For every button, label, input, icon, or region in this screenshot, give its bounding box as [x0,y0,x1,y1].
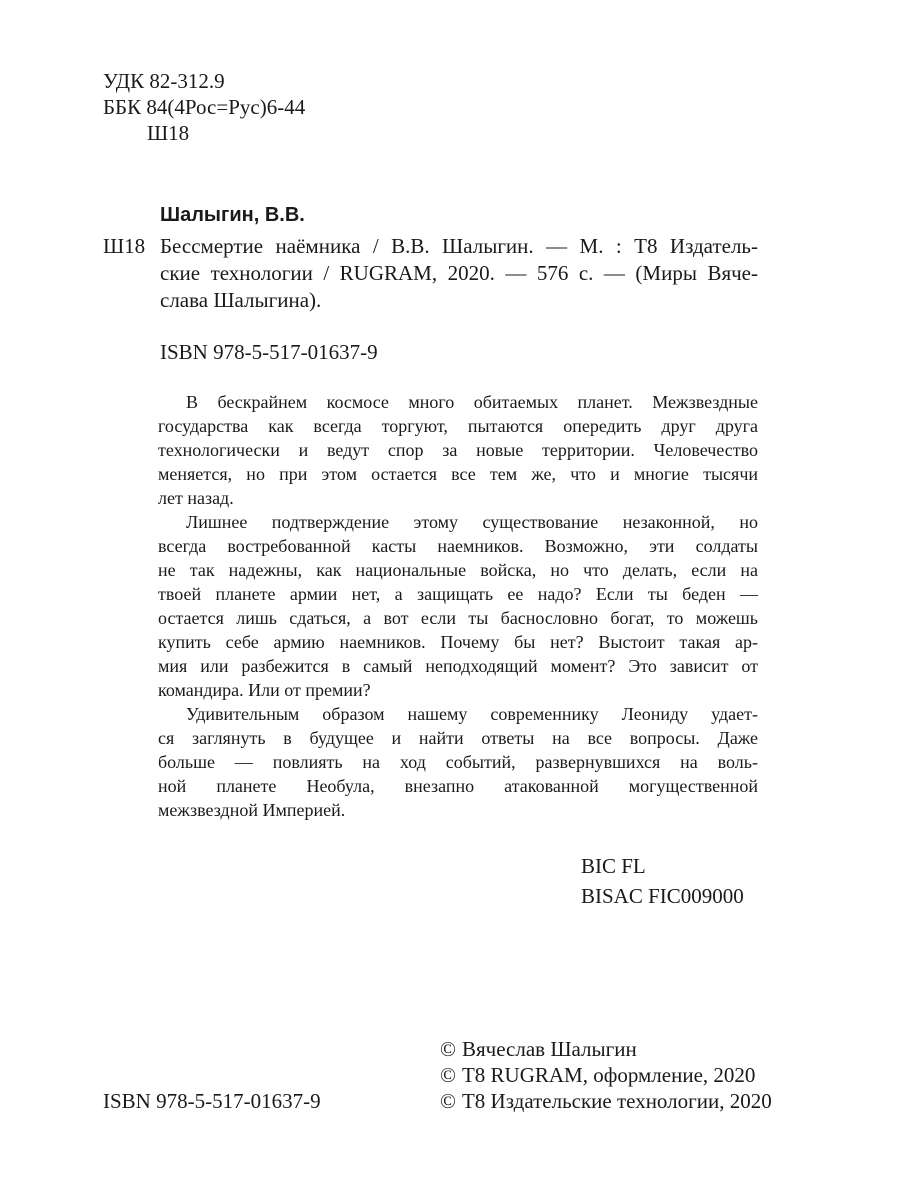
annotation-line: межзвездной Империей. [158,800,346,820]
annotation-paragraph [158,702,758,822]
annotation-line: командира. Или от премии? [158,680,371,700]
record-author: Шалыгин, В.В. [160,204,305,226]
copyright-block [440,1036,772,1114]
annotation-line: ся заглянуть в будущее и найти ответы на все вопросы. Даже [158,728,758,748]
copyright-icon: © [440,1089,456,1113]
bic-code: BIC FL [581,854,646,878]
copyright-holder: Вячеслав Шалыгин [461,1037,637,1061]
author-sign: Ш18 [147,121,190,145]
annotation-line: больше — повлиять на ход событий, развернувшихся на воль- [158,752,758,772]
annotation-line: государства как всегда торгуют, пытаются опередить друг друга [158,416,758,436]
record-description-line: Бессмертие наёмника / В.В. Шалыгин. — М. : Т8 Издатель- [160,234,758,258]
udk-code: УДК 82-312.9 [103,69,225,93]
annotation-line: всегда востребованной касты наемников. Возможно, эти солдаты [158,536,758,556]
footer-isbn: ISBN 978-5-517-01637-9 [103,1089,321,1113]
record-description-line: слава Шалыгина). [160,288,322,312]
copyright-icon: © [440,1063,456,1087]
annotation-line: лет назад. [158,488,234,508]
copyright-line [440,1036,772,1062]
annotation-line: остается лишь сдаться, а вот если ты баснословно богат, то можешь [158,608,758,628]
copyright-holder: Т8 Издательские технологии, 2020 [461,1089,772,1113]
record-isbn: ISBN 978-5-517-01637-9 [160,340,378,364]
copyright-line [440,1062,772,1088]
classification-block [103,68,305,146]
annotation-paragraph [158,390,758,510]
record-code: Ш18 [103,234,146,258]
bbk-code: ББК 84(4Рос=Рус)6-44 [103,95,306,119]
annotation-line: технологически и ведут спор за новые территории. Человечество [158,440,758,460]
annotation-paragraph [158,510,758,702]
annotation-line: твоей планете армии нет, а защищать ее надо? Если ты беден — [158,584,758,604]
annotation-line: меняется, но при этом остается все тем же, что и многие тысячи [158,464,758,484]
record-description [160,233,758,314]
annotation-line: ной планете Необула, внезапно атакованной могущественной [158,776,758,796]
copyright-line [440,1088,772,1114]
copyright-holder: Т8 RUGRAM, оформление, 2020 [461,1063,756,1087]
annotation-line: купить себе армию наемников. Почему бы нет? Выстоит такая ар- [158,632,758,652]
subject-codes [581,851,744,911]
annotation-line: Удивительным образом нашему современнику Леониду удает- [186,704,758,724]
record-description-line: ские технологии / RUGRAM, 2020. — 576 с. — (Миры Вяче- [160,261,758,285]
annotation [158,390,758,822]
annotation-line: В бескрайнем космосе много обитаемых планет. Межзвездные [186,392,758,412]
annotation-line: Лишнее подтверждение этому существование незаконной, но [186,512,758,532]
bisac-code: BISAC FIC009000 [581,884,744,908]
copyright-icon: © [440,1037,456,1061]
annotation-line: не так надежны, как национальные войска, но что делать, если на [158,560,758,580]
annotation-line: мия или разбежится в самый неподходящий момент? Это зависит от [158,656,758,676]
